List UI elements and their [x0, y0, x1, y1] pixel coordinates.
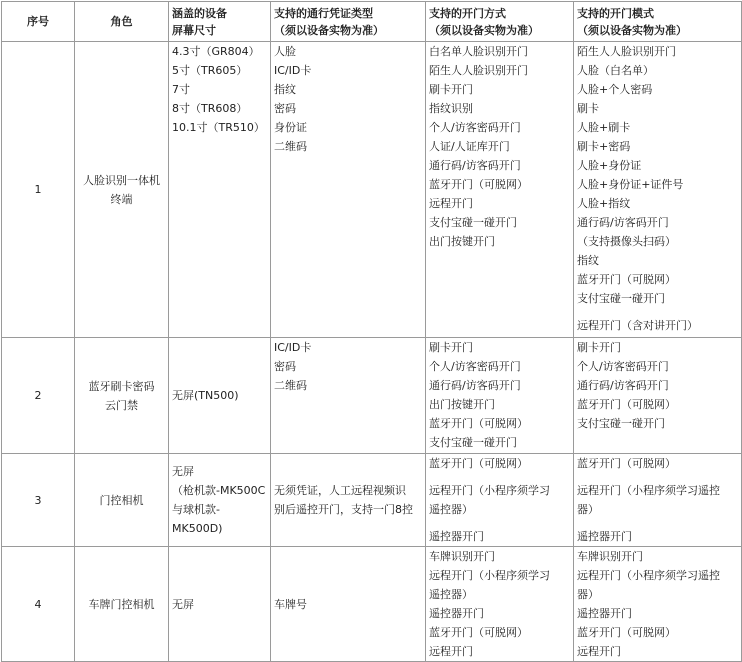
cell-line: 通行码/访客码开门 [577, 379, 669, 392]
seq-text: 1 [34, 183, 42, 196]
cell-line: 远程开门 [429, 197, 473, 210]
cell-line: （枪机款-MK500C [172, 484, 266, 497]
cell-line: 远程开门（小程序须学习 [429, 569, 550, 582]
cell-line: 蓝牙开门（可脱网） [577, 398, 676, 411]
cell-screen [169, 547, 271, 662]
cell-line: 5寸（TR605） [172, 64, 248, 77]
seq-text: 2 [34, 389, 42, 402]
cell-mode [574, 454, 742, 547]
cell-role [75, 42, 169, 338]
header-credential [271, 2, 426, 42]
cell-line: 个人/访客密码开门 [577, 360, 669, 373]
cell-line: 遥控器） [429, 503, 473, 516]
cell-line [429, 519, 570, 527]
header-screen [169, 2, 271, 42]
cell-line: 人脸+刷卡 [577, 121, 631, 134]
cell-line: 蓝牙开门（可脱网） [429, 417, 528, 430]
cell-line: IC/ID卡 [274, 64, 312, 77]
cell-line: 陌生人人脸识别开门 [429, 64, 528, 77]
device-capability-table [1, 1, 742, 662]
cell-line: 出门按键开门 [429, 235, 495, 248]
cell-line: 人证/人证库开门 [429, 140, 510, 153]
cell-line: 远程开门（小程序须学习遥控 [577, 569, 720, 582]
cell-line: 人脸识别一体机 [83, 173, 160, 187]
cell-line: MK500D) [172, 522, 223, 535]
cell-line: 蓝牙开门（可脱网） [577, 273, 676, 286]
cell-line: 器） [577, 588, 599, 601]
cell-line: 指纹 [274, 83, 296, 96]
cell-credential [271, 338, 426, 454]
cell-line: 身份证 [274, 121, 307, 134]
cell-line: IC/ID卡 [274, 341, 312, 354]
header-seq: 序号 [2, 2, 75, 42]
cell-line: 远程开门（小程序须学习遥控 [577, 484, 720, 497]
cell-line: 二维码 [274, 379, 307, 392]
cell-line: 10.1寸（TR510） [172, 121, 265, 134]
cell-line: 远程开门（含对讲开门） [577, 319, 698, 332]
cell-line: 遥控器开门 [577, 607, 632, 620]
cell-line: 云门禁 [105, 398, 138, 412]
header-mode [574, 2, 742, 42]
cell-line: 刷卡+密码 [577, 140, 631, 153]
header-credential-line: （须以设备实物为准） [274, 23, 384, 37]
cell-line: 无屏 [172, 465, 194, 478]
cell-line [577, 473, 738, 481]
cell-line: 人脸+指纹 [577, 197, 631, 210]
cell-method [426, 42, 574, 338]
cell-line: 门控相机 [99, 493, 144, 507]
cell-line: 人脸（白名单） [577, 64, 654, 77]
cell-line: 遥控器） [429, 588, 473, 601]
cell-credential [271, 454, 426, 547]
cell-line: 7寸 [172, 83, 190, 96]
cell-line: 车牌号 [274, 597, 307, 611]
cell-line: 个人/访客密码开门 [429, 360, 521, 373]
cell-line: 支付宝碰一碰开门 [577, 417, 665, 430]
cell-line: 人脸+个人密码 [577, 83, 653, 96]
cell-line: 远程开门 [577, 645, 621, 658]
header-row [2, 2, 742, 42]
cell-line: 指纹 [577, 254, 599, 267]
table-row [2, 42, 742, 338]
cell-screen [169, 338, 271, 454]
cell-role [75, 338, 169, 454]
cell-line: 远程开门（小程序须学习 [429, 484, 550, 497]
cell-line: 人脸+身份证 [577, 159, 642, 172]
cell-line: 4.3寸（GR804） [172, 45, 260, 58]
header-method-line: （须以设备实物为准） [429, 23, 539, 37]
cell-line: 终端 [110, 192, 133, 206]
cell-screen [169, 454, 271, 547]
cell-line: 密码 [274, 360, 296, 373]
cell-line: 陌生人人脸识别开门 [577, 45, 676, 58]
cell-line: 蓝牙开门（可脱网） [429, 178, 528, 191]
cell-mode [574, 547, 742, 662]
cell-method [426, 547, 574, 662]
cell-line: 蓝牙刷卡密码 [88, 379, 155, 393]
cell-seq [2, 454, 75, 547]
cell-line: 白名单人脸识别开门 [429, 45, 528, 58]
header-method-line: 支持的开门方式 [429, 6, 506, 20]
cell-credential [271, 42, 426, 338]
cell-seq [2, 42, 75, 338]
cell-line: 密码 [274, 102, 296, 115]
header-method [426, 2, 574, 42]
cell-line: （支持摄像头扫码） [577, 235, 676, 248]
cell-role [75, 454, 169, 547]
seq-text: 3 [34, 493, 42, 507]
cell-method [426, 338, 574, 454]
cell-line: 指纹识别 [429, 102, 473, 115]
header-role: 角色 [75, 2, 169, 42]
cell-line: 遥控器开门 [429, 530, 484, 543]
cell-line: 刷卡开门 [577, 341, 621, 354]
header-mode-line: 支持的开门模式 [577, 6, 654, 20]
cell-line: 与球机款- [172, 503, 220, 516]
cell-mode [574, 42, 742, 338]
cell-line [577, 308, 738, 316]
cell-line: 个人/访客密码开门 [429, 121, 521, 134]
cell-line: 车牌门控相机 [88, 597, 155, 611]
cell-line: 远程开门 [429, 645, 473, 658]
seq-text: 4 [34, 597, 42, 611]
cell-screen [169, 42, 271, 338]
cell-line: 通行码/访客码开门 [429, 159, 521, 172]
cell-line: 无屏(TN500) [172, 389, 239, 402]
cell-seq [2, 547, 75, 662]
header-screen-line: 屏幕尺寸 [172, 23, 216, 37]
header-mode-line: （须以设备实物为准） [577, 23, 687, 37]
cell-credential [271, 547, 426, 662]
table-row [2, 338, 742, 454]
cell-line: 8寸（TR608） [172, 102, 248, 115]
header-screen-line: 涵盖的设备 [172, 6, 227, 20]
cell-line: 别后遥控开门，支持一门8控 [274, 503, 413, 516]
cell-line: 人脸+身份证+证件号 [577, 178, 684, 191]
cell-line [577, 519, 738, 527]
cell-line: 通行码/访客码开门 [429, 379, 521, 392]
table-row [2, 454, 742, 547]
cell-line: 蓝牙开门（可脱网） [577, 457, 676, 470]
cell-line [429, 473, 570, 481]
cell-role [75, 547, 169, 662]
cell-line: 人脸 [274, 45, 296, 58]
cell-line: 器） [577, 503, 599, 516]
cell-line: 蓝牙开门（可脱网） [429, 457, 528, 470]
cell-line: 支付宝碰一碰开门 [429, 436, 517, 449]
cell-line: 支付宝碰一碰开门 [429, 216, 517, 229]
cell-mode [574, 338, 742, 454]
table-row [2, 547, 742, 662]
cell-line: 蓝牙开门（可脱网） [429, 626, 528, 639]
cell-seq [2, 338, 75, 454]
cell-line: 出门按键开门 [429, 398, 495, 411]
cell-line: 车牌识别开门 [577, 550, 643, 563]
cell-line: 刷卡开门 [429, 83, 473, 96]
cell-line: 无须凭证，人工远程视频识 [274, 484, 406, 497]
header-credential-line: 支持的通行凭证类型 [274, 6, 373, 20]
cell-line: 通行码/访客码开门 [577, 216, 669, 229]
cell-line: 车牌识别开门 [429, 550, 495, 563]
cell-line: 遥控器开门 [429, 607, 484, 620]
cell-line: 遥控器开门 [577, 530, 632, 543]
cell-line: 刷卡开门 [429, 341, 473, 354]
cell-line: 刷卡 [577, 102, 599, 115]
cell-line: 二维码 [274, 140, 307, 153]
cell-line: 蓝牙开门（可脱网） [577, 626, 676, 639]
cell-line: 无屏 [172, 597, 194, 611]
cell-method [426, 454, 574, 547]
cell-line: 支付宝碰一碰开门 [577, 292, 665, 305]
